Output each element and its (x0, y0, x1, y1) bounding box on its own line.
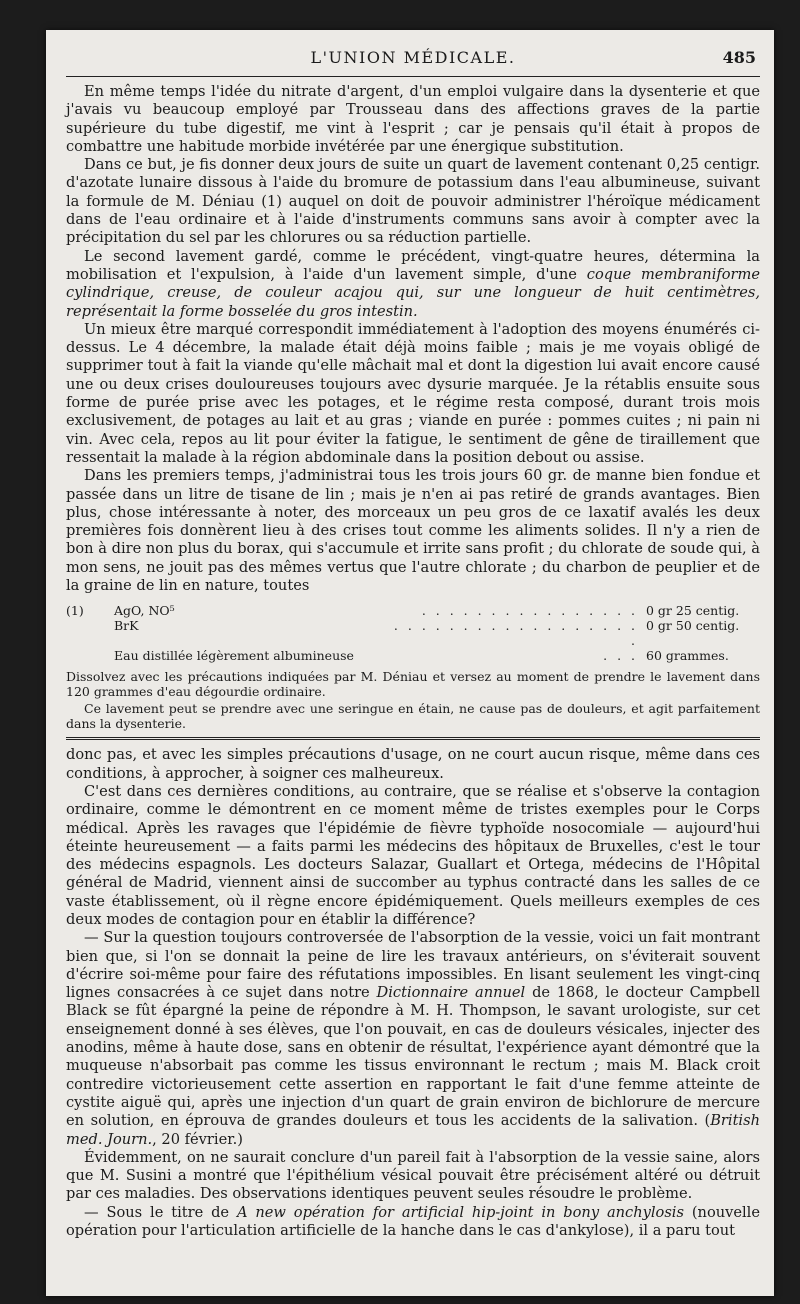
formula-row (66, 603, 760, 618)
paragraph-vessie-text: de 1868, le docteur Campbell Black se fût épargné la peine de répondre à M. H. Thompson, le savant urologiste, sur cet enseignement donné à ses élèves, que l'on pouvait, en cas de douleurs vésicales, injecter des anodins, même à haute dose, sans en obtenir de résultat, l'expérience ayant démontré que la muqueuse n'absorbait pas comme les tissus environnant le rectum ; mais M. Black croit contredire victorieusement cette assertion en rapportant le fait d'une femme atteinte de cystite aiguë qui, après une injection d'un quart de grain environ de bichlorure de mercure en solution, en éprouva de grandes douleurs et tous les accidents de la salivation. ( (66, 984, 761, 1130)
paragraph-premiers-temps: Dans les premiers temps, j'administrai tous les trois jours 60 gr. de manne bien fondue et passée dans un litre de tisane de lin ; mais je n'en ai pas retiré de grands avantages. Bien plus, chose intéressante à noter, des morceaux un peu gros de ce laxatif avalés les deux premières fois donnèrent lieu à des crises tout comme les aliments solides. Il n'y a rien de bon à dire non plus du borax, qui s'accumule et irrite sans profit ; du chlorate de soude qui, à mon sens, ne jouit pas des mêmes vertus que l'autre chlorate ; du charbon de peuplier et de la graine de lin en nature, toutes (66, 467, 760, 595)
paragraph-contagion: C'est dans ces dernières conditions, au contraire, que se réalise et s'observe la contagion ordinaire, comme le démontrent en ce moment même de tristes exemples pour le Corps médical. Après les ravages que l'épidémie de fièvre typhoïde nosocomiale — aujourd'hui éteinte heureusement — a faits parmi les médecins des hôpitaux de Bruxelles, c'est le tour des médecins espagnols. Les docteurs Salazar, Guallart et Ortega, médecins de l'Hôpital général de Madrid, viennent ainsi de succomber au typhus contracté dans les salles de ce vaste établissement, où il règne encore épidémiquement. Quels meilleurs exemples de ces deux modes de contagion pour en établir la différence? (66, 782, 760, 928)
paragraph-evidemment: Évidemment, on ne saurait conclure d'un pareil fait à l'absorption de la vessie saine, alors que M. Susini a montré que l'épithélium vésical pouvait être précisément altéré ou détruit par ces maladies. Des observations identiques peuvent seules résoudre le problème. (66, 1148, 760, 1203)
formula-leader-dots: . . . (603, 648, 638, 664)
formula-row (66, 648, 760, 663)
formula-ingredient: Eau distillée légèrement albumineuse (114, 648, 354, 664)
running-head: L'UNION MÉDICALE. (310, 48, 516, 67)
paragraph-hip-joint-text: (nouvelle opération pour l'articulation artificielle de la hanche dans le cas d'ankylose), il a paru tout (66, 1203, 760, 1240)
paragraph-vessie (66, 929, 760, 1149)
section-divider (66, 737, 760, 740)
formula-leader-dots: . . . . . . . . . . . . . . . . (421, 603, 638, 619)
paragraph-vessie-text: , 20 février.) (152, 1130, 243, 1148)
page-number: 485 (722, 48, 756, 67)
paragraph-vessie-text: — Sur la question toujours controversée de l'absorption de la vessie, voici un fait montrant bien que, si l'on se donnait la peine de lire les travaux antérieurs, on s'éviterait souvent d'écrire soi-même pour faire des réfutations impossibles. En lisant seulement les vingt-cinq lignes consacrées à ce sujet dans notre (66, 929, 760, 1002)
journal-citation: British med. Journ. (66, 1112, 760, 1148)
article-title: A new opération for artificial hip-joint in bony anchylosis (236, 1203, 684, 1221)
formula-quantity: 60 grammes. (646, 648, 729, 664)
paragraph-second-lavement (66, 248, 760, 321)
footnote-note-dissolvez: Dissolvez avec les précautions indiquées par M. Déniau et versez au moment de prendre le lavement dans 120 grammes d'eau dégourdie ordinaire. (66, 669, 760, 700)
book-page (46, 30, 774, 1296)
footnote-formula-table (66, 603, 760, 663)
paragraph-hip-joint (66, 1204, 760, 1241)
formula-leader-dots: . . . . . . . . . . . . . . . . . . . (393, 618, 638, 649)
paragraph-nitrate: En même temps l'idée du nitrate d'argent, d'un emploi vulgaire dans la dysenterie et que j'avais vu beaucoup employé par Trousseau dans des affections graves de la partie supérieure du tube digestif, me vint à l'esprit ; car je pensais qu'il était à propos de combattre une habitude morbide invétérée par une énergique substitution. (66, 83, 760, 155)
paragraph-precautions: donc pas, et avec les simples précautions d'usage, on ne court aucun risque, même dans ces conditions, à approcher, à soigner ces malheureux. (66, 746, 760, 782)
formula-quantity: 0 gr 25 centig. (646, 603, 740, 619)
formula-ingredient: BrK (114, 618, 139, 634)
paragraph-second-lavement-italic: coque membraniforme cylindrique, creuse, de couleur acajou qui, sur une longueur de huit centimètres, représentait la forme bosselée du gros intestin. (66, 265, 761, 320)
paragraph-second-lavement-text: Le second lavement gardé, comme le précédent, vingt-quatre heures, détermina la mobilisation et l'expulsion, à l'aide d'un lavement simple, d'une (66, 247, 760, 283)
formula-row (66, 618, 760, 648)
paragraph-mieux-etre: Un mieux être marqué correspondit immédiatement à l'adoption des moyens énumérés ci-dessus. Le 4 décembre, la malade était déjà moins faible ; mais je me voyais obligé de supprimer tout à fait la viande qu'elle mâchait mal et dont la digestion lui avait encore causé une ou deux crises douloureuses toujours avec dysurie marquée. Je la rétablis ensuite sous forme de purée prise avec les potages, et le régime resta composé, durant trois mois exclusivement, de potages au lait et au gras ; viande en purée : pommes cuites ; ni pain ni vin. Avec cela, repos au lit pour éviter la fatigue, le sentiment de gêne de tiraillement que ressentait la malade à la région abdominale dans la position debout ou assise. (66, 320, 760, 466)
page-header (66, 48, 760, 70)
footnote-mark: (1) (66, 603, 84, 619)
formula-ingredient: AgO, NO⁵ (114, 603, 175, 619)
page-content (66, 48, 760, 1240)
paragraph-lavement-formula: Dans ce but, je fis donner deux jours de suite un quart de lavement contenant 0,25 centigr. d'azotate lunaire dissous à l'aide du bromure de potassium dans l'eau albumineuse, suivant la formule de M. Déniau (1) auquel on doit de pouvoir administrer l'héroïque médicament dans de l'eau ordinaire et à l'aide d'instruments communs sans avoir à compter avec la précipitation du sel par les chlorures ou sa réduction partielle. (66, 156, 760, 247)
dictionnaire-title: Dictionnaire annuel (376, 984, 526, 1002)
header-rule (66, 76, 760, 77)
footnote-note-seringue: Ce lavement peut se prendre avec une seringue en étain, ne cause pas de douleurs, et agit parfaitement dans la dysenterie. (66, 701, 760, 732)
formula-quantity: 0 gr 50 centig. (646, 618, 740, 634)
paragraph-hip-joint-text: — Sous le titre de (84, 1203, 237, 1221)
